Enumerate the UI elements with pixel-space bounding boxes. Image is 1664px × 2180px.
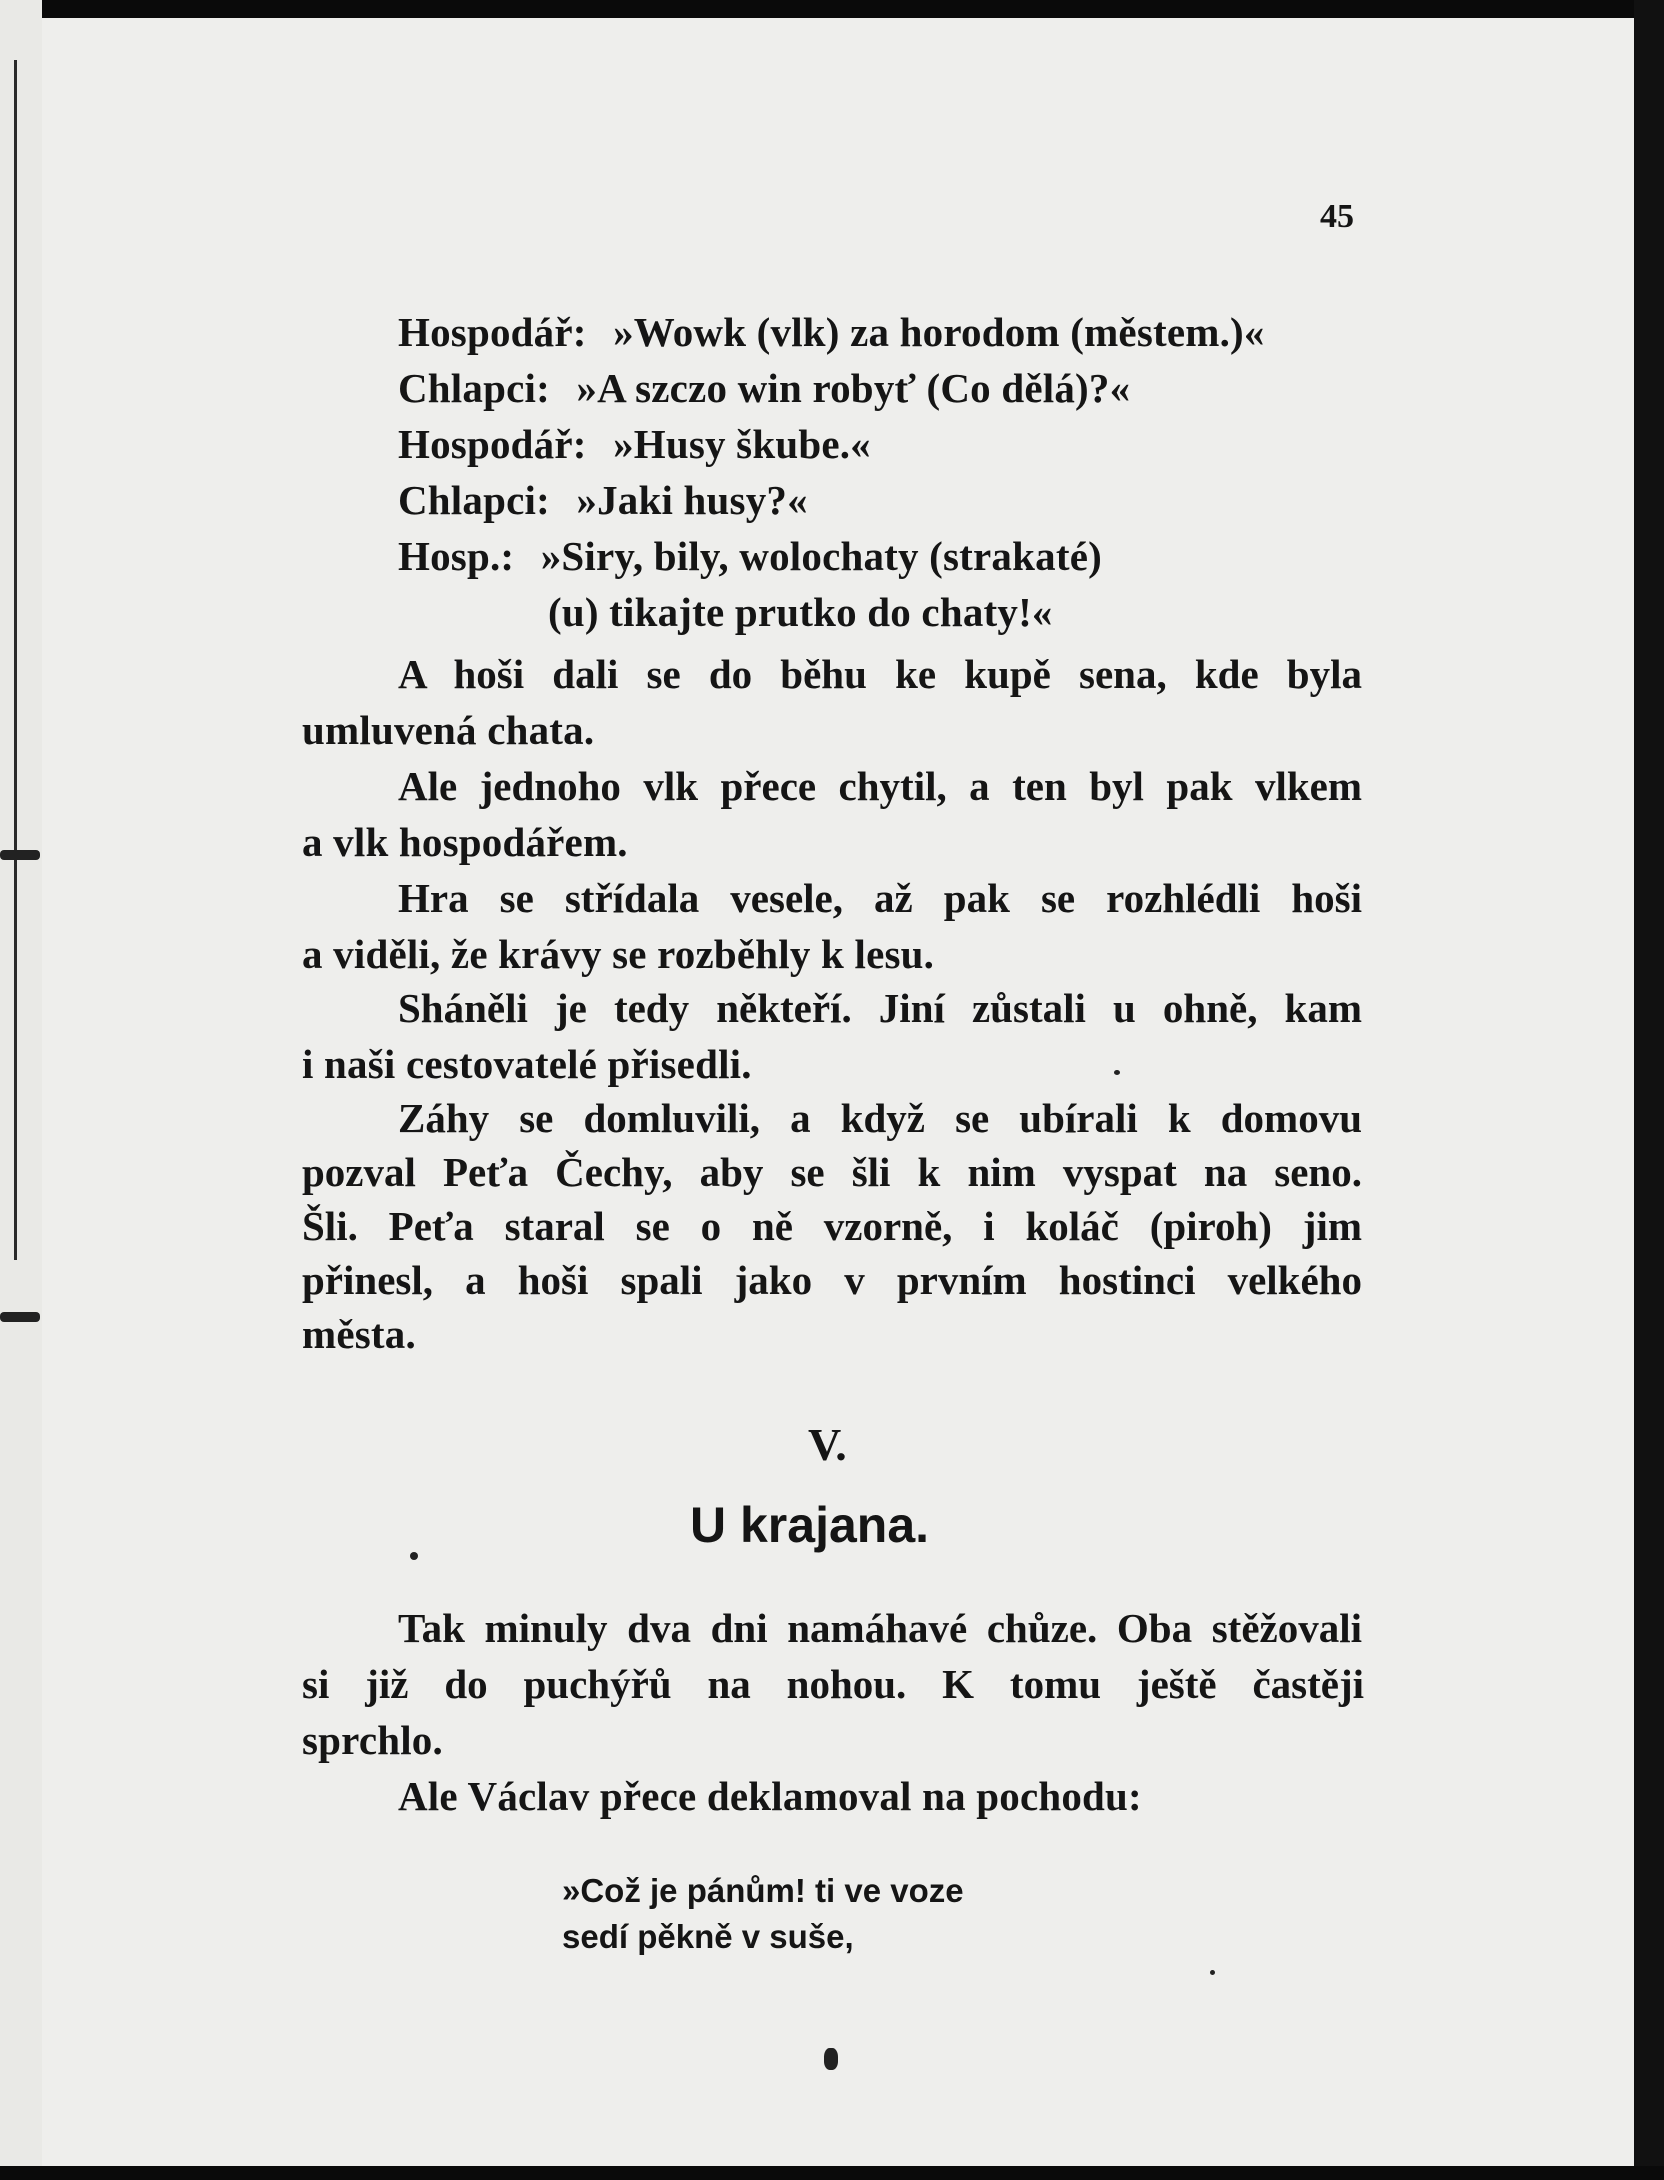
chapter-number: V. <box>808 1419 847 1470</box>
ink-speck <box>1210 1970 1215 1975</box>
dialogue-line <box>398 532 1102 580</box>
dialogue-text: »Husy škube.« <box>613 421 871 467</box>
paragraph-line: a vlk hospodářem. <box>302 819 628 865</box>
dialogue-speaker: Chlapci: <box>398 365 550 411</box>
paragraph-line: sprchlo. <box>302 1717 443 1763</box>
poem-line: sedí pěkně v suše, <box>562 1918 854 1955</box>
scan-border-right <box>1634 0 1664 2180</box>
paragraph-line: pozval Peťa Čechy, aby se šli k nim vyspat na seno. <box>302 1149 1362 1195</box>
ink-speck <box>1114 1070 1120 1075</box>
paragraph-line: si již do puchýřů na nohou. K tomu ještě častěji <box>302 1661 1364 1707</box>
dialogue-continuation: (u) tikajte prutko do chaty!« <box>548 589 1053 635</box>
dialogue-line <box>398 476 808 524</box>
page-number: 45 <box>1320 198 1354 235</box>
paragraph-line: Ale Václav přece deklamoval na pochodu: <box>398 1773 1142 1819</box>
paragraph-line: města. <box>302 1311 416 1357</box>
scan-border-top <box>0 0 1664 18</box>
paragraph-line: A hoši dali se do běhu ke kupě sena, kde byla <box>398 651 1362 697</box>
dialogue-line <box>398 420 871 468</box>
paragraph-line: Ale jednoho vlk přece chytil, a ten byl pak vlkem <box>398 763 1362 809</box>
paragraph-line: Hra se střídala vesele, až pak se rozhlédli hoši <box>398 875 1362 921</box>
chapter-title: U krajana. <box>690 1497 930 1553</box>
paragraph-line: a viděli, že krávy se rozběhly k lesu. <box>302 931 935 977</box>
poem-line: »Což je pánům! ti ve voze <box>562 1872 964 1909</box>
paragraph-line: přinesl, a hoši spali jako v prvním hostinci velkého <box>302 1257 1362 1303</box>
binding-mark <box>0 1312 40 1322</box>
dialogue-speaker: Hospodář: <box>398 421 587 467</box>
paragraph-line: Záhy se domluvili, a když se ubírali k domovu <box>398 1095 1362 1141</box>
dialogue-text: »A szczo win robyť (Co dělá)?« <box>576 365 1131 411</box>
paragraph-line: umluvená chata. <box>302 707 595 753</box>
dialogue-text: »Wowk (vlk) za horodom (městem.)« <box>613 309 1265 355</box>
paragraph-line: Tak minuly dva dni namáhavé chůze. Oba stěžovali <box>398 1605 1362 1651</box>
scan-border-bottom <box>0 2166 1664 2180</box>
paragraph-line: i naši cestovatelé přisedli. <box>302 1041 752 1087</box>
dialogue-text: »Jaki husy?« <box>576 477 808 523</box>
dialogue-line <box>398 364 1130 412</box>
dialogue-line <box>398 308 1265 356</box>
dialogue-speaker: Chlapci: <box>398 477 550 523</box>
paragraph-line: Sháněli je tedy někteří. Jiní zůstali u ohně, kam <box>398 985 1362 1031</box>
ink-speck <box>824 2048 838 2070</box>
facing-page-edge <box>0 0 42 2180</box>
dialogue-speaker: Hosp.: <box>398 533 515 579</box>
dialogue-speaker: Hospodář: <box>398 309 587 355</box>
binding-mark <box>0 850 40 860</box>
ink-speck <box>410 1552 418 1560</box>
paragraph-line: Šli. Peťa staral se o ně vzorně, i koláč (piroh) jim <box>302 1203 1362 1249</box>
binding-line <box>14 60 17 1260</box>
dialogue-text: »Siry, bily, wolochaty (strakaté) <box>540 533 1102 579</box>
